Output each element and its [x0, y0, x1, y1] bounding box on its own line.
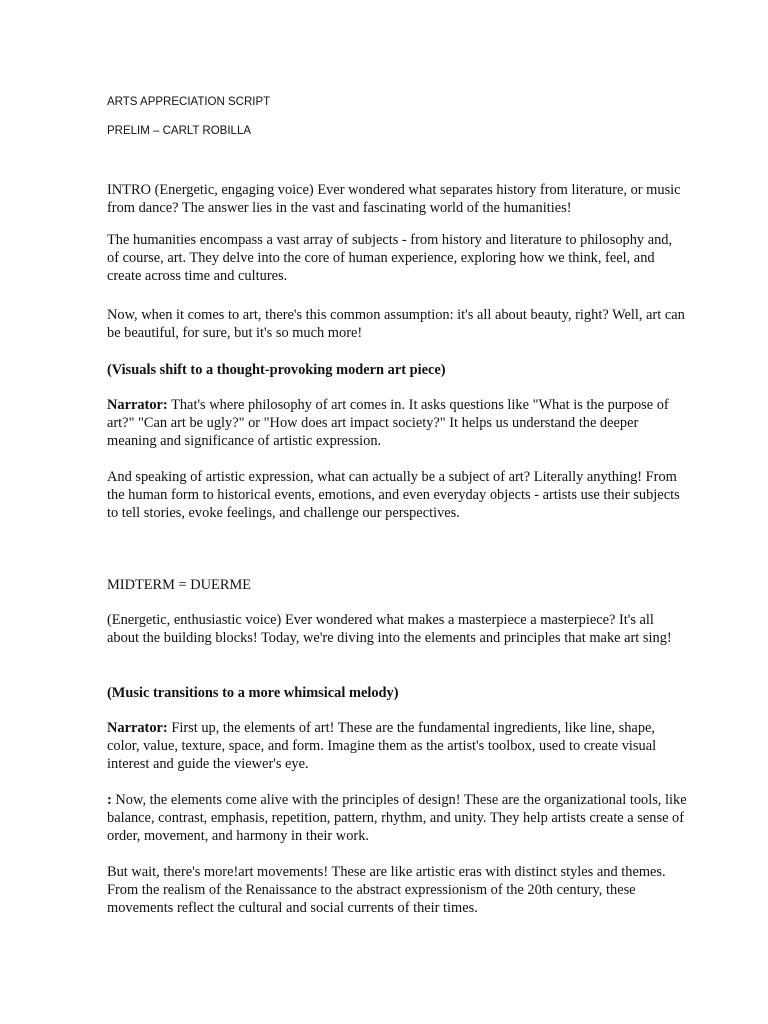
document-title: ARTS APPRECIATION SCRIPT [107, 96, 271, 108]
midterm-heading: MIDTERM = DUERME [107, 577, 252, 593]
prelim-intro-paragraph: INTRO (Energetic, engaging voice) Ever wondered what separates history from literature, or music from dance? The answer lies in the vast and fascinating world of the humanities! [107, 182, 681, 216]
prelim-visuals-cue [107, 361, 687, 379]
midterm-intro-paragraph: (Energetic, enthusiastic voice) Ever wondered what makes a masterpiece a masterpiece? It's all about the building blocks! Today, we're diving into the elements and principles that make art sing! [107, 612, 672, 646]
midterm-music-cue [107, 684, 687, 702]
prelim-subject-paragraph: And speaking of artistic expression, what can actually be a subject of art? Literally anything! From the human form to historical events, emotions, and even everyday objects - artists use their subjects to tell stories, evoke feelings, and challenge our perspectives. [107, 469, 680, 521]
visuals-cue-text: (Visuals shift to a thought-provoking modern art piece) [107, 362, 446, 378]
principles-text: Now, the elements come alive with the principles of design! These are the organizational tools, like balance, contrast, emphasis, repetition, pattern, rhythm, and unity. They help artists create a sense of order, movement, and harmony in their work. [107, 792, 687, 844]
principles-label: : [107, 792, 112, 808]
midterm-principles-paragraph [107, 791, 687, 845]
narrator-label: Narrator: [107, 720, 168, 736]
midterm-movements-paragraph: But wait, there's more!art movements! These are like artistic eras with distinct styles and themes. From the realism of the Renaissance to the abstract expressionism of the 20th century, these movements reflect the cultural and social currents of their times. [107, 864, 666, 916]
narrator-label: Narrator: [107, 397, 168, 413]
midterm-narrator-paragraph [107, 719, 687, 773]
prelim-narrator-paragraph [107, 396, 687, 450]
prelim-assumption-paragraph: Now, when it comes to art, there's this common assumption: it's all about beauty, right? Well, art can be beautiful, for sure, but it's so much more! [107, 307, 685, 341]
narrator-text: That's where philosophy of art comes in. It asks questions like "What is the purpose of art?" "Can art be ugly?" or "How does art impact society?" It helps us understand the deeper meaning and significance of artistic expression. [107, 397, 669, 449]
prelim-humanities-paragraph: The humanities encompass a vast array of subjects - from history and literature to philosophy and, of course, art. They delve into the core of human experience, exploring how we think, feel, and create across time and cultures. [107, 232, 673, 284]
music-cue-text: (Music transitions to a more whimsical melody) [107, 685, 399, 701]
document-subtitle: PRELIM – CARLT ROBILLA [107, 125, 252, 137]
narrator-text: First up, the elements of art! These are the fundamental ingredients, like line, shape, color, value, texture, space, and form. Imagine them as the artist's toolbox, used to create visual interest and guide the viewer's eye. [107, 720, 657, 772]
